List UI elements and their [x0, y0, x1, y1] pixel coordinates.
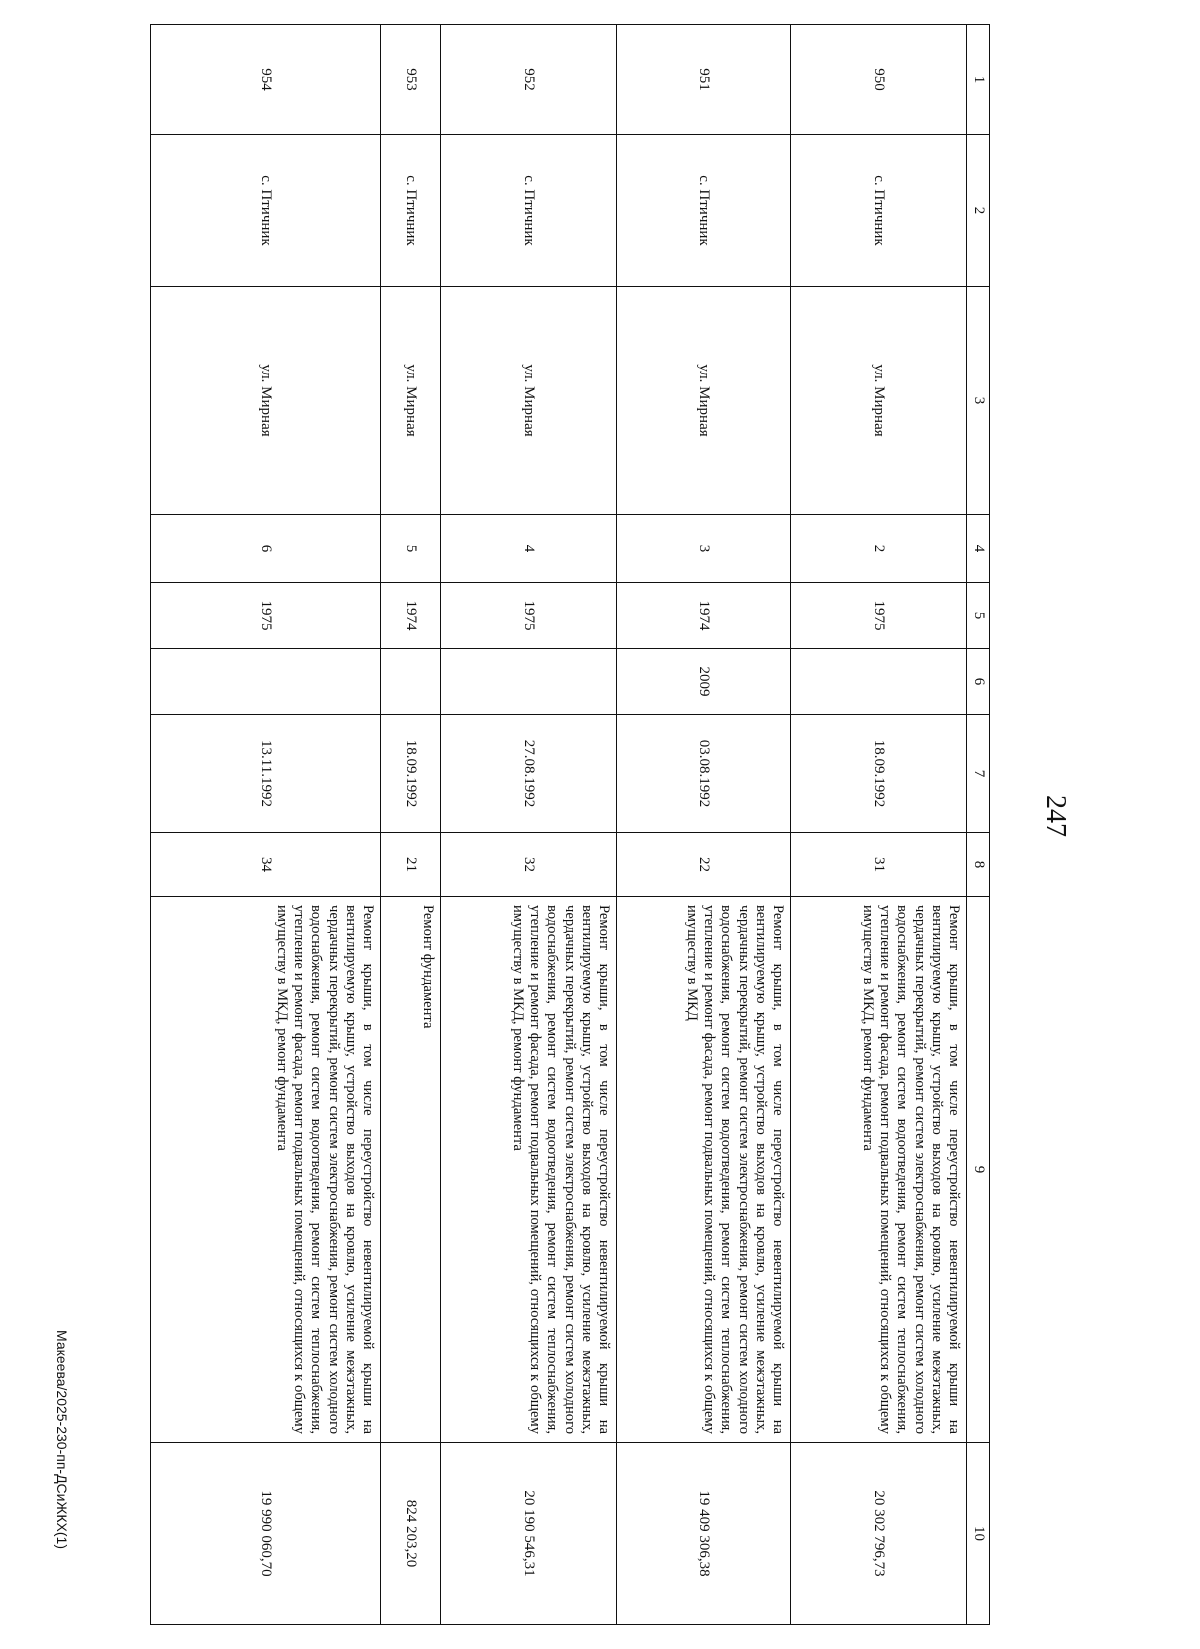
count-cell: 32 — [441, 833, 617, 897]
housing-register-table — [150, 24, 990, 1625]
year-overhaul-cell — [381, 649, 441, 715]
column-number: 7 — [967, 715, 990, 833]
settlement-cell: с. Птичник — [617, 135, 791, 287]
house-number-cell: 4 — [441, 515, 617, 583]
year-built-cell: 1974 — [617, 583, 791, 649]
settlement-cell: с. Птичник — [791, 135, 967, 287]
row-number: 953 — [381, 25, 441, 135]
year-overhaul-cell — [151, 649, 381, 715]
street-cell: ул. Мирная — [791, 287, 967, 515]
cost-cell: 824 203,20 — [381, 1443, 441, 1625]
year-built-cell: 1975 — [441, 583, 617, 649]
settlement-cell: с. Птичник — [151, 135, 381, 287]
column-number: 5 — [967, 583, 990, 649]
date-cell: 13.11.1992 — [151, 715, 381, 833]
street-cell: ул. Мирная — [381, 287, 441, 515]
column-number: 10 — [967, 1443, 990, 1625]
settlement-cell: с. Птичник — [441, 135, 617, 287]
settlement-cell: с. Птичник — [381, 135, 441, 287]
column-number: 1 — [967, 25, 990, 135]
column-number: 6 — [967, 649, 990, 715]
street-cell: ул. Мирная — [617, 287, 791, 515]
register-sheet — [150, 24, 990, 1624]
year-built-cell: 1975 — [791, 583, 967, 649]
cost-cell: 19 990 060,70 — [151, 1443, 381, 1625]
table-row — [151, 25, 381, 1625]
column-number: 8 — [967, 833, 990, 897]
column-number-row — [967, 25, 990, 1625]
works-cell: Ремонт крыши, в том числе переустройство невентилируемой крыши на вентилируемую крышу, устройство выходов на кровлю, усиление межэтажных, чердачных перекрытий, ремонт систем электроснабжения, ремонт систем холодного водоснабжения, ремонт систем водоотведения, ремонт систем теплоснабжения, утепление и ремонт фасада, ремонт подвальных помещений, относящихся к общему имуществу в МКД, ремонт фундамента — [791, 897, 967, 1443]
table-row — [441, 25, 617, 1625]
row-number: 951 — [617, 25, 791, 135]
table-row — [617, 25, 791, 1625]
page-number: 247 — [1040, 795, 1071, 837]
street-cell: ул. Мирная — [441, 287, 617, 515]
year-built-cell: 1975 — [151, 583, 381, 649]
date-cell: 18.09.1992 — [381, 715, 441, 833]
date-cell: 18.09.1992 — [791, 715, 967, 833]
table-row — [791, 25, 967, 1625]
cost-cell: 20 302 796,73 — [791, 1443, 967, 1625]
column-number: 2 — [967, 135, 990, 287]
year-built-cell: 1974 — [381, 583, 441, 649]
works-cell: Ремонт крыши, в том числе переустройство невентилируемой крыши на вентилируемую крышу, устройство выходов на кровлю, усиление межэтажных, чердачных перекрытий, ремонт систем электроснабжения, ремонт систем холодного водоснабжения, ремонт систем водоотведения, ремонт систем теплоснабжения, утепление и ремонт фасада, ремонт подвальных помещений, относящихся к общему имуществу в МКД, ремонт фундамента — [151, 897, 381, 1443]
house-number-cell: 5 — [381, 515, 441, 583]
table-row — [381, 25, 441, 1625]
document-reference: Макеева/2025-230-пп-ДСиЖКХ(1) — [54, 1330, 70, 1550]
cost-cell: 19 409 306,38 — [617, 1443, 791, 1625]
house-number-cell: 3 — [617, 515, 791, 583]
column-number: 3 — [967, 287, 990, 515]
count-cell: 21 — [381, 833, 441, 897]
cost-cell: 20 190 546,31 — [441, 1443, 617, 1625]
works-cell: Ремонт фундамента — [381, 897, 441, 1443]
street-cell: ул. Мирная — [151, 287, 381, 515]
date-cell: 27.08.1992 — [441, 715, 617, 833]
count-cell: 34 — [151, 833, 381, 897]
works-cell: Ремонт крыши, в том числе переустройство невентилируемой крыши на вентилируемую крышу, устройство выходов на кровлю, усиление межэтажных, чердачных перекрытий, ремонт систем электроснабжения, ремонт систем холодного водоснабжения, ремонт систем водоотведения, ремонт систем теплоснабжения, утепление и ремонт фасада, ремонт подвальных помещений, относящихся к общему имуществу в МКД — [617, 897, 791, 1443]
row-number: 952 — [441, 25, 617, 135]
column-number: 9 — [967, 897, 990, 1443]
year-overhaul-cell — [441, 649, 617, 715]
house-number-cell: 2 — [791, 515, 967, 583]
column-number: 4 — [967, 515, 990, 583]
count-cell: 31 — [791, 833, 967, 897]
year-overhaul-cell — [791, 649, 967, 715]
date-cell: 03.08.1992 — [617, 715, 791, 833]
works-cell: Ремонт крыши, в том числе переустройство невентилируемой крыши на вентилируемую крышу, устройство выходов на кровлю, усиление межэтажных, чердачных перекрытий, ремонт систем электроснабжения, ремонт систем холодного водоснабжения, ремонт систем водоотведения, ремонт систем теплоснабжения, утепление и ремонт фасада, ремонт подвальных помещений, относящихся к общему имуществу в МКД, ремонт фундамента — [441, 897, 617, 1443]
row-number: 950 — [791, 25, 967, 135]
year-overhaul-cell: 2009 — [617, 649, 791, 715]
row-number: 954 — [151, 25, 381, 135]
house-number-cell: 6 — [151, 515, 381, 583]
count-cell: 22 — [617, 833, 791, 897]
